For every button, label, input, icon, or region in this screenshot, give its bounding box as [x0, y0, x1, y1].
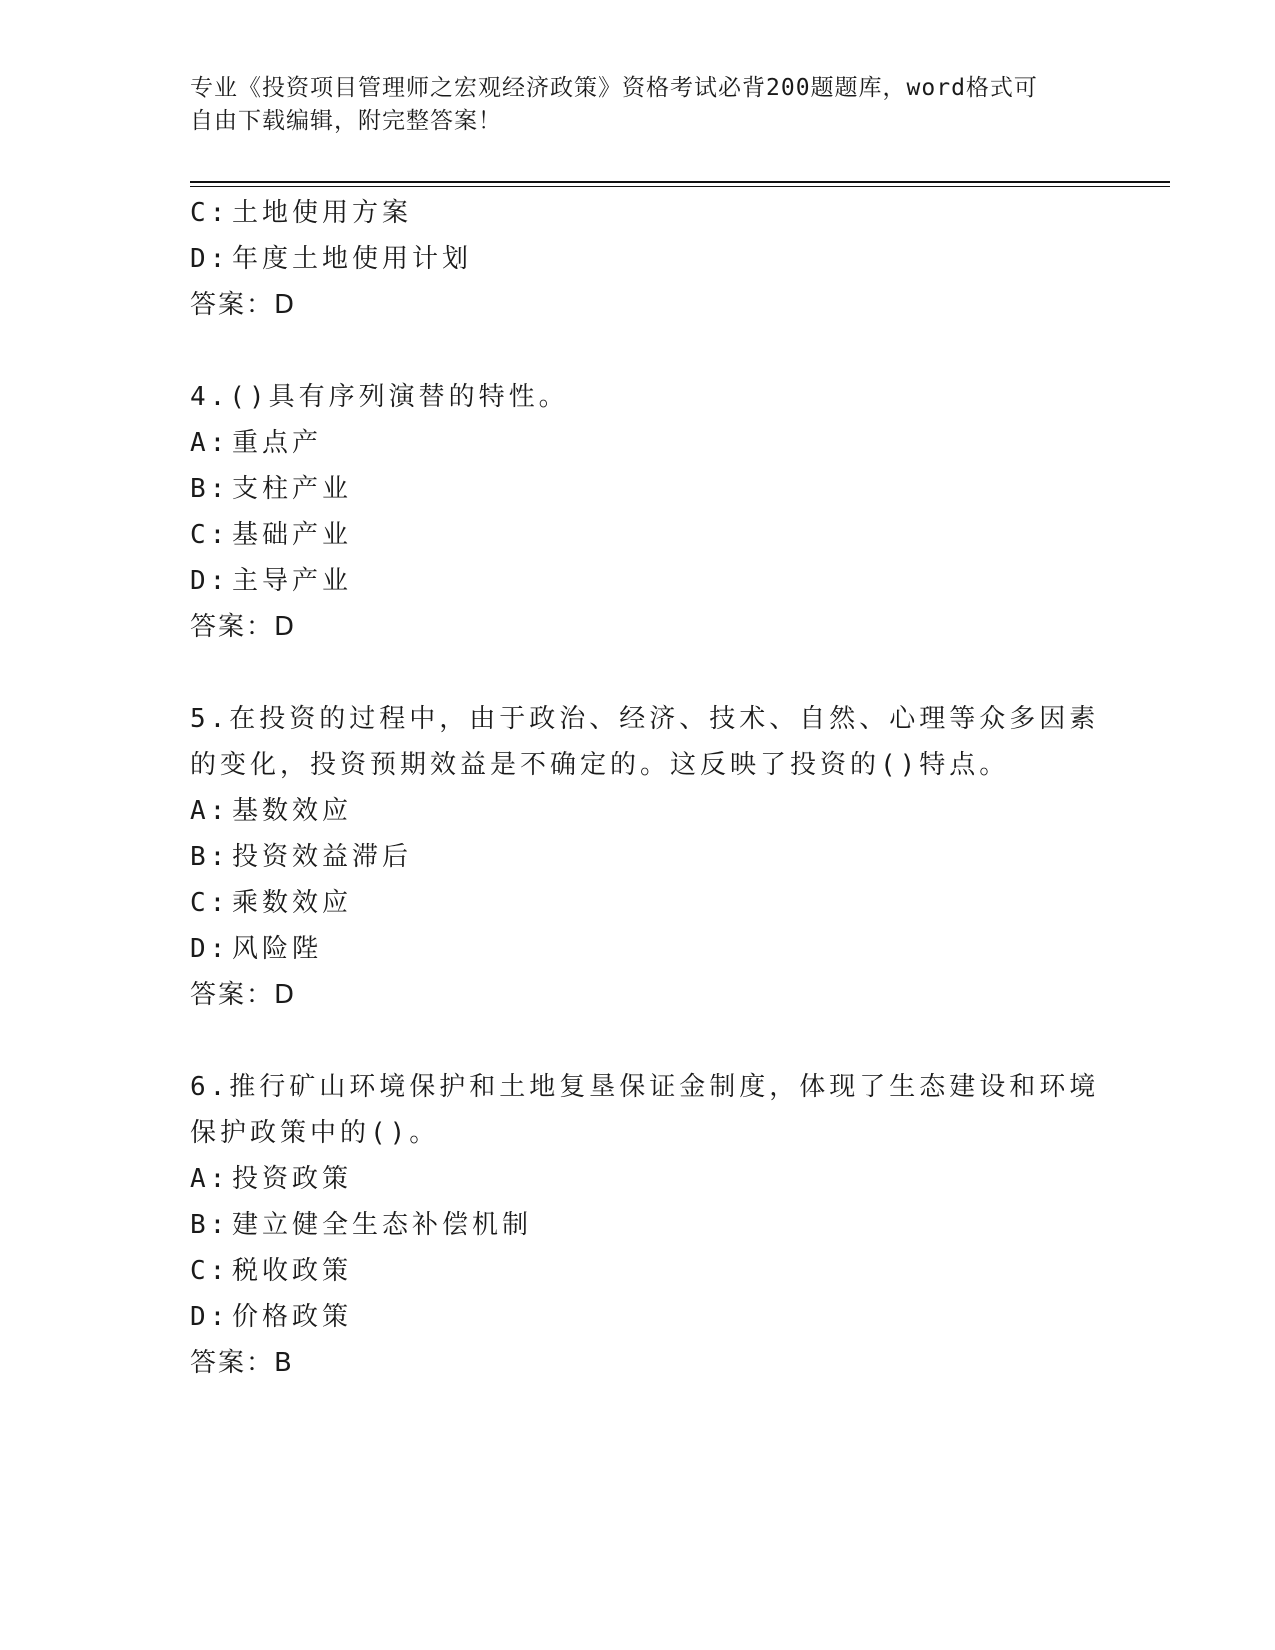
option-c: [190, 880, 1110, 926]
question-stem-line-2: 保护政策中的()。: [190, 1118, 440, 1148]
option-label: B:: [190, 842, 230, 872]
option-label: A:: [190, 428, 230, 458]
question-stem-line-2: 的变化，投资预期效益是不确定的。这反映了投资的()特点。: [190, 750, 1010, 780]
question-stem-line-1: 5.在投资的过程中，由于政治、经济、技术、自然、心理等众多因素: [190, 704, 1100, 734]
option-label: B:: [190, 474, 230, 504]
option-label: A:: [190, 1164, 230, 1194]
spacer: [190, 328, 1110, 374]
question-stem-line-1: 6.推行矿山环境保护和土地复垦保证金制度，体现了生态建设和环境: [190, 1072, 1100, 1102]
option-d: [190, 236, 1110, 282]
question-3-tail: [190, 190, 1110, 328]
question-6: [190, 1064, 1110, 1386]
option-text: 基础产业: [232, 520, 353, 550]
option-text: 基数效应: [232, 796, 353, 826]
option-text: 风险陛: [232, 934, 323, 964]
option-d: [190, 1294, 1110, 1340]
question-stem: 4.()具有序列演替的特性。: [190, 382, 569, 412]
question-4: [190, 374, 1110, 650]
option-text: 价格政策: [232, 1302, 353, 1332]
option-label: B:: [190, 1210, 230, 1240]
option-d: [190, 926, 1110, 972]
option-b: [190, 466, 1110, 512]
option-text: 乘数效应: [232, 888, 353, 918]
option-b: [190, 834, 1110, 880]
option-text: 税收政策: [232, 1256, 353, 1286]
option-text: 投资效益滞后: [232, 842, 413, 872]
question-list: [190, 190, 1110, 1386]
option-d: [190, 558, 1110, 604]
option-text: 支柱产业: [232, 474, 353, 504]
option-label: C:: [190, 1256, 230, 1286]
header-divider-thin: [190, 186, 1170, 187]
option-label: C:: [190, 888, 230, 918]
option-label: A:: [190, 796, 230, 826]
option-a: [190, 788, 1110, 834]
option-a: [190, 1156, 1110, 1202]
header-divider-thick: [190, 181, 1170, 183]
option-a: [190, 420, 1110, 466]
answer: 答案：D: [190, 612, 297, 642]
option-label: D:: [190, 934, 230, 964]
option-text: 投资政策: [232, 1164, 353, 1194]
option-label: D:: [190, 1302, 230, 1332]
option-text: 建立健全生态补偿机制: [232, 1210, 533, 1240]
answer: 答案：D: [190, 290, 297, 320]
option-text: 土地使用方案: [232, 198, 413, 228]
spacer: [190, 650, 1110, 696]
answer: 答案：B: [190, 1348, 294, 1378]
option-text: 主导产业: [232, 566, 353, 596]
option-label: C:: [190, 520, 230, 550]
question-5: [190, 696, 1110, 1018]
option-c: [190, 1248, 1110, 1294]
answer: 答案：D: [190, 980, 297, 1010]
option-text: 重点产: [232, 428, 323, 458]
option-b: [190, 1202, 1110, 1248]
header-line-1: 专业《投资项目管理师之宏观经济政策》资格考试必背200题题库，word格式可: [190, 75, 1038, 101]
option-c: [190, 512, 1110, 558]
option-label: C:: [190, 198, 230, 228]
option-c: [190, 190, 1110, 236]
header-line-2: 自由下载编辑，附完整答案！: [190, 108, 502, 134]
option-label: D:: [190, 244, 230, 274]
document-header: [190, 72, 1090, 138]
spacer: [190, 1018, 1110, 1064]
option-label: D:: [190, 566, 230, 596]
option-text: 年度土地使用计划: [232, 244, 473, 274]
